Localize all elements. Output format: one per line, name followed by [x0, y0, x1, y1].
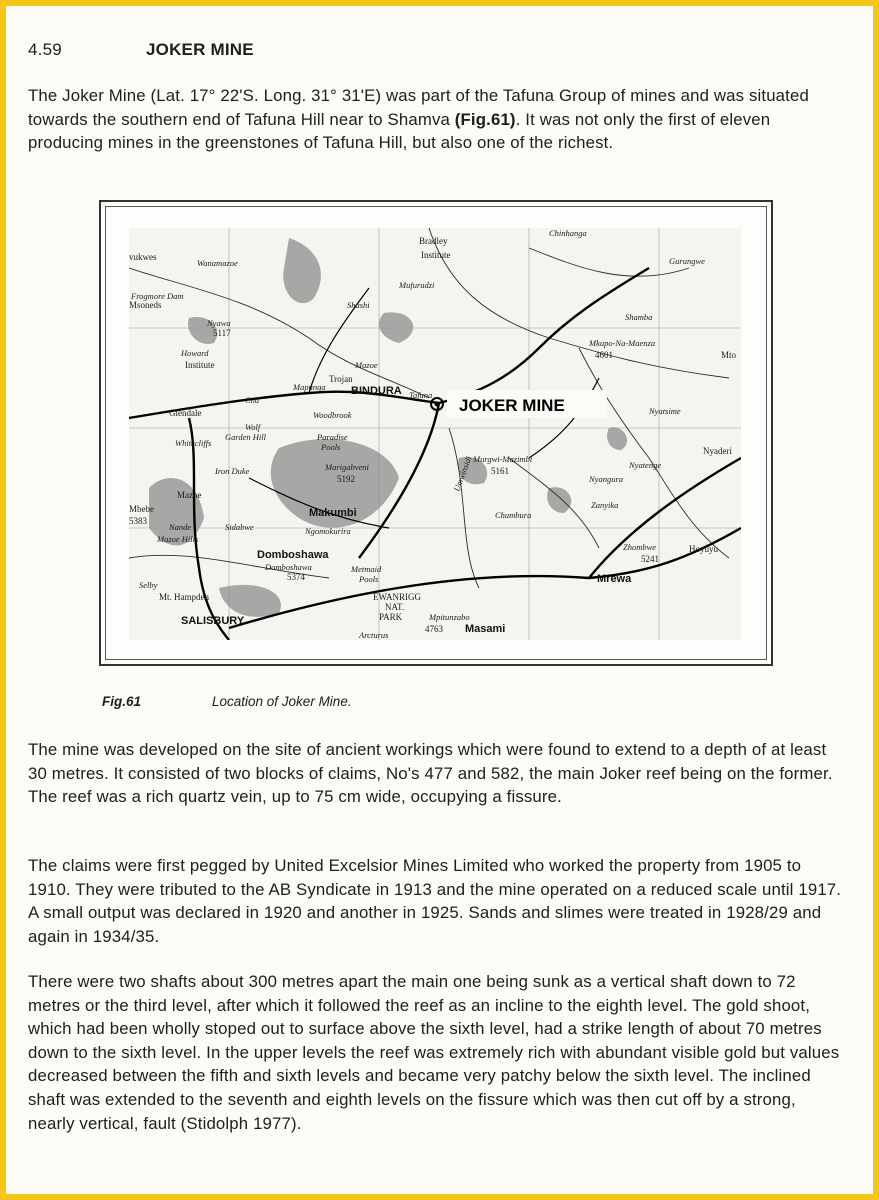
- section-title: JOKER MINE: [146, 40, 254, 59]
- map-label: 5192: [337, 474, 355, 484]
- map-label: Arcturus: [359, 630, 389, 640]
- map-label: Bradley: [419, 236, 448, 246]
- map-label: Ngomokurira: [305, 526, 351, 536]
- figure-frame: [99, 200, 773, 666]
- joker-mine-dot: [435, 402, 440, 407]
- map-label: Masami: [465, 623, 506, 635]
- map-label: Institute: [421, 250, 451, 260]
- map-label: Mt. Hampden: [159, 592, 209, 602]
- map-label: Zanyika: [591, 500, 619, 510]
- map-label: Nyatenge: [629, 460, 662, 470]
- map-label: Mbebe: [129, 504, 154, 514]
- figure-reference: (Fig.61): [454, 109, 516, 129]
- map-label: Tafuna: [409, 390, 433, 400]
- map-label: Selby: [139, 580, 158, 590]
- paragraph-history: The claims were first pegged by United Excelsior Mines Limited who worked the property from 1905 to 1910. They were tributed to the AB Syndicate in 1913 and the mine operated on a reduced scale until 1917. A small output was declared in 1920 and another in 1925. Sands and slimes were treated in 1928/29 and again in 1934/35.: [28, 856, 842, 946]
- map-label: Paradise: [317, 432, 348, 442]
- map-label: 5241: [641, 554, 659, 564]
- map-label: Whitecliffs: [175, 438, 212, 448]
- map-label: Mazoe: [177, 490, 202, 500]
- map-label: Howard: [181, 348, 209, 358]
- map-label: Woodbrook: [313, 410, 352, 420]
- map-label: Domboshawa: [265, 562, 312, 572]
- map-label: Trojan: [329, 374, 353, 384]
- map-label: PARK: [379, 612, 403, 622]
- map-label-joker-mine: JOKER MINE: [459, 396, 565, 415]
- map-label: Makumbi: [309, 507, 357, 519]
- map-label: Metmaid: [351, 564, 382, 574]
- paragraph-development: The mine was developed on the site of ancient workings which were found to extend to a depth of at least 30 metres. It consisted of two blocks of claims, No's 477 and 582, the main Joker reef being on the former. The reef was a rich quartz vein, up to 75 cm wide, occupying a fissure.: [28, 740, 833, 807]
- map-label: Chambura: [495, 510, 532, 520]
- map-label: Marigabveni: [325, 462, 369, 472]
- map-label: 5383: [129, 516, 147, 526]
- map-label: Mazoe: [355, 360, 378, 370]
- intro-text: The Joker Mine (Lat. 17° 22'S. Long. 31° 31'E) was part of the Tafuna Group of mines and was situated towards the southern end of Tafuna Hill near to Shamva: [28, 86, 809, 129]
- map-background: [129, 228, 741, 640]
- map-label: Frogmore Dam: [131, 291, 184, 301]
- map-label: vukwes: [129, 252, 157, 262]
- map-label: 5117: [213, 328, 231, 338]
- map-label: Mufurudzi: [399, 280, 435, 290]
- figure-number: Fig.61: [102, 694, 142, 709]
- location-map: [129, 228, 741, 640]
- map-label: 4763: [425, 624, 443, 634]
- map-label: Nyawa: [207, 318, 231, 328]
- map-label: Mrewa: [597, 573, 632, 585]
- section-number: 4.59: [28, 40, 62, 59]
- map-label: Mto: [721, 350, 737, 360]
- map-label: BINDURA: [351, 385, 402, 397]
- map-label: 5374: [287, 572, 305, 582]
- map-label: Zhombwe: [623, 542, 657, 552]
- map-label: Sidabwe: [225, 522, 254, 532]
- map-label: Nyangura: [589, 474, 623, 484]
- paragraph-shafts: There were two shafts about 300 metres apart the main one being sunk as a vertical shaft down to 72 metres or the third level, after which it followed the reef as an incline to the eighth level. The gold shoot, which had been wholly stoped out to surface above the sixth level, had a strike length of about 70 metres down to the sixth level. In the upper levels the reef was extremely rich with abundant visible gold but values decreased between the fifth and sixth levels and became very patchy below the sixth level. The inclined shaft was extended to the seventh and eighth levels on the fissure which was then cut off by a strong, nearly vertical, fault (Stidolph 1977).: [28, 972, 840, 1133]
- map-label: Mkupo-Na-Maenza: [589, 338, 656, 348]
- map-label: Mpitunzabo: [429, 612, 470, 622]
- map-label: Nyaderi: [703, 446, 732, 456]
- map-label: 5161: [491, 466, 509, 476]
- map-label: Domboshawa: [257, 549, 329, 561]
- figure-caption: Location of Joker Mine.: [212, 694, 352, 709]
- map-label: EWANRIGG: [373, 592, 421, 602]
- map-label: Nyatsime: [649, 406, 681, 416]
- map-label: Garden Hill: [225, 432, 267, 442]
- map-label: Wolf: [245, 422, 261, 432]
- map-label: SALISBURY: [181, 615, 245, 627]
- map-label: Msoneds: [129, 300, 162, 310]
- map-label: Mazoe Hills: [157, 534, 199, 544]
- map-label: Hoyuyu: [689, 544, 718, 554]
- intro-text-end: . It was not only the first of eleven producing mines in the greenstones of Tafuna Hill, but also one of the richest.: [28, 109, 771, 153]
- intro-paragraph: [28, 84, 846, 155]
- map-label: Mapunga: [293, 382, 326, 392]
- map-label: Nande: [169, 522, 192, 532]
- map-label: Gurungwe: [669, 256, 705, 266]
- map-label: Institute: [185, 360, 215, 370]
- map-label: Shamba: [625, 312, 653, 322]
- map-label: Umwinsidi: [451, 454, 474, 493]
- section-heading: [28, 40, 254, 60]
- map-label: Iron Duke: [215, 466, 250, 476]
- map-label: Pools: [359, 574, 379, 584]
- map-label: Wanamazoe: [197, 258, 238, 268]
- map-label: Cnd: [245, 395, 260, 405]
- map-label: Murgwi-Mazimbi: [473, 454, 533, 464]
- map-label: NAT.: [385, 602, 405, 612]
- map-label: Pools: [321, 442, 341, 452]
- document-page: [6, 6, 873, 1194]
- map-label: Glendale: [169, 408, 202, 418]
- map-label: Chinhanga: [549, 228, 587, 238]
- map-label: 4601: [595, 350, 613, 360]
- map-label: Shashi: [347, 300, 370, 310]
